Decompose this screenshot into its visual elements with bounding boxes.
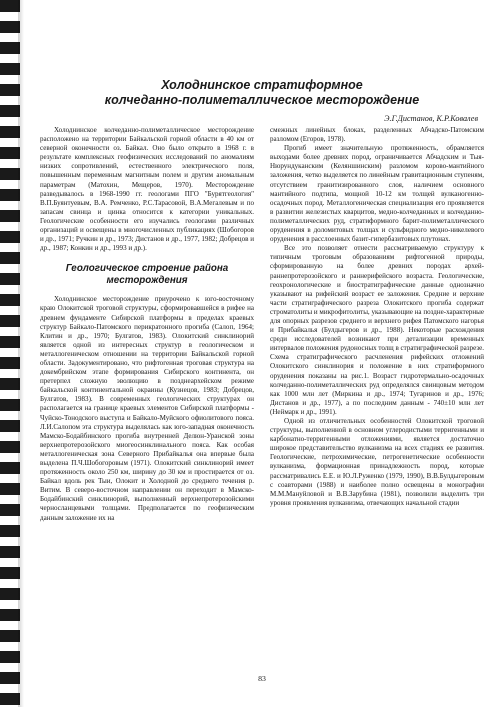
title-line-1: Холоднинское стратиформное [161,78,363,92]
section-heading [40,263,254,287]
binding-shadow [18,0,24,707]
article-authors: Э.Г.Дистанов, К.Р.Ковалев [384,114,478,123]
right-column [270,126,484,666]
right-paragraph-1: смежных линейных блоках, разделенных Абчадско-Патомским разломом (Егоров, 1978). [270,126,484,144]
right-paragraph-2: Прогиб имеет значительную протяженность, обрамляется выходами более древних пород, ограничивается Абчадским и Тыя-Нюрундуканским (Келяншинским) разломом корово-мантийного заложения, четко выделяется по линейным гравитационным ступеням, отсутствием гранитизированного слоя, наличием основного мантийного подтипа, мощной 10-12 км толщей вулканогенно-осадочных пород. Металлогеническая специализация его проявляется в развитии железистых кварцитов, медно-колчеданных и колчеданно-полиметаллических руд, стратиформного барит-полиметаллического оруденения в доломитовых толщах и сульфидного медно-никелевого оруденения в расслоенных базит-гипербазитовых плутонах. [270,144,484,244]
section-paragraph: Холоднинское месторождение приурочено к юго-восточному краю Олокитской троговой структуры, сформировавшейся в рифее на древнем фундаменте Сибирской платформы в пределах краевых структур Байкало-Патомского перикратонного прогиба (Салоп, 1964; Клитин и др., 1970; Булгатов, 1983). Олокитский синклинорий является одной из интересных структур в геологическом и металлогеническом отношении на территории Байкальской горной области. Задокументировано, что рифтогенная троговая структура на докембрийском этапе формирования Сибирского континента, он претерпел сложную эволюцию в позднеархейском режиме байкальской континентальной окраины (Кузнецов, 1983; Добрецов, Булгатов, 1983). В современных геологических структурах он располагается на границе краевых элементов Сибирской платформы - Чуйско-Тонодского выступа и Байкало-Муйского офиолитового пояса. Л.И.Салопом эта структура выделялась как юго-западная оконечность Мамско-Бодайбинского прогиба внутренней Делюн-Уранской зоны верхнепротерозойского миогеосинклинального пояса. Как особая металлогеническая зона Северного Прибайкалья она впервые была выделена П.Ч.Шобогоровым (1971). Олокитский синклинорий имеет протяженность около 250 км, ширину до 30 км и простирается от оз. Байкал вдоль рек Тыи, Олокит и Холодной до среднего течения р. Витим. В северо-восточном направлении он переходит в Мамско-Бодайбинский синклинорий, выполненный верхнепротерозойскими черносланцевыми толщами. Предполагается по геофизическим данным заложение их на [40,295,254,522]
right-paragraph-3: Все это позволяет отнести рассматриваемую структуру к типичным троговым образованиям рифтогенной природы, сформированную на более древних породах архей-раннепротерозойского и раннерифейского возраста. Геологические, геохронологические и биостратиграфические данные однозначно указывают на рифейский возраст ее заложения. Средние и верхние части стратиграфического разреза Олокитского прогиба содержат строматолиты и микрофитолиты, указывающие на поздне-характерные для опорных разрезов среднего и верхнего рифея Патомского нагорья и Прибайкалья (Булдыгеров и др., 1988). Некоторые расхождения среди исследователей возникают при детализации временных интервалов положения рудоносных толщ в стратиграфической разрезе. Схема стратиграфического расчленения рифейских отложений Олокитского синклинория и положение в них стратиформного оруденения показаны на рис.1. Возраст гидротермально-осадочных колчеданно-полиметаллических руд определялся свинцовым методом как 1000 млн лет (Миркина и др., 1974; Тугаринов и др., 1976; Дистанов и др., 1977), а по последним данным - 740±10 млн лет (Неймарк и др., 1991). [270,244,484,416]
section-heading-line-1: Геологическое строение района [65,263,229,275]
section-heading-line-2: месторождения [106,275,188,287]
page-number: 83 [258,674,266,683]
left-column [40,126,254,666]
article-title [40,78,484,108]
title-line-2: колчеданно-полиметаллическое месторождение [104,93,420,107]
intro-paragraph: Холоднинское колчеданно-полиметаллическое месторождение расположено на территории Байкальской горной области в 40 км от северной оконечности оз. Байкал. Оно было открыто в 1968 г. в результате комплексных геофизических исследований по аномалиям низких сопротивлений, естественного электрического поля, повышенным переменным магнитным полем и другим аномальным параметрам (Матохин, Мещеров, 1970). Месторождение разведывалось в 1968-1990 гг. геологами ПГО "Бурятгеология" В.П.Буянтуевым, В.А. Ремченко, Р.С.Тарасовой, В.А.Мегалевым и по запасам свинца и цинка относится к категории уникальных. Геологические особенности его изучались геологами различных организаций и освещены в многочисленных публикациях (Шобогоров и др., 1971; Ручкин и др., 1973; Дистанов и др., 1977, 1982; Добрецов и др., 1987; Конкин и др., 1993 и др.). [40,126,254,253]
text-columns [40,126,484,666]
paper-page [40,78,484,696]
right-paragraph-4: Одной из отличительных особенностей Олокитской троговой структуры, выполненной в основном углеродистыми терригенными и карбонатно-терригенными отложениями, является достаточно широкое представительство вулканизма на всех стадиях ее развития. Геологические, петрохимические, петрогенетические особенности вулканизма, формационная принадлежность пород, которые рассматривались Е.Е. и Ю.Л.Руженко (1979, 1990), В.В.Булдыгеровым с соавторами (1988) и наиболее полно освещены в монографии М.М.Мануйловой и В.В.Зарубина (1981), позволили выделить три уровня проявления вулканизма, отвечающих начальной стадии [270,417,484,507]
binding-edge [0,0,20,707]
